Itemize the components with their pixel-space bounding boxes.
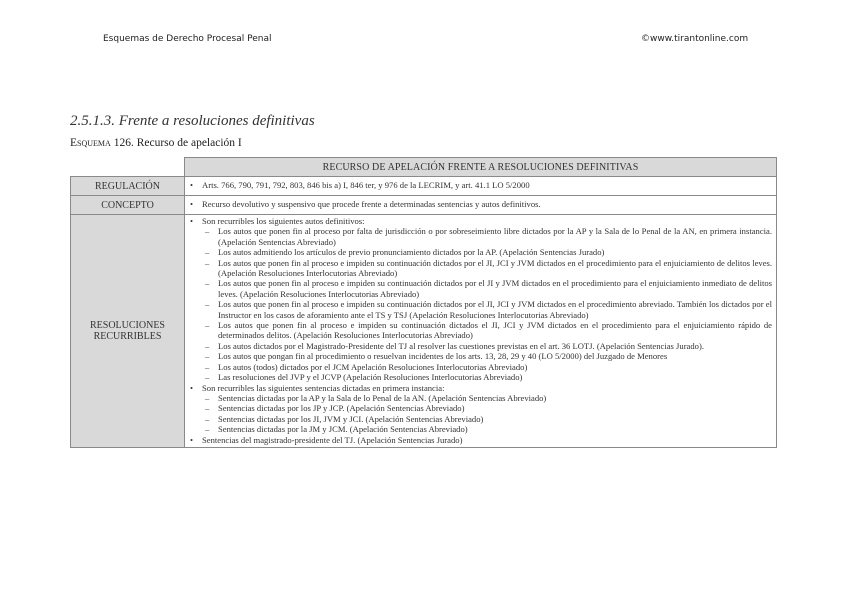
autos-intro: Son recurribles los siguientes autos definitivos: (202, 216, 365, 226)
list-item: – Los autos que ponen fin al proceso e impiden su continuación dictados por el JI, JCI y JVM dictados en el procedimiento para el enjuiciamiento de delitos leves. (Apelación Resoluciones Interlocutorias Abreviado) (202, 258, 772, 279)
resoluciones-label-line1: RESOLUCIONES (89, 319, 165, 331)
list-item: – Los autos que ponen fin al proceso e impiden su continuación dictados por el JI y JVM dictados en el procedimiento para el enjuiciamiento inmediato de delitos leves. (Apelación Resoluciones Interlocutorias Abreviado) (202, 278, 772, 299)
list-item: – Sentencias dictadas por los JI, JVM y JCI. (Apelación Sentencias Abreviado) (202, 414, 772, 424)
table-row (71, 196, 777, 215)
resoluciones-label (71, 215, 185, 448)
regulacion-label: REGULACIÓN (71, 177, 185, 196)
sentencias-intro: Son recurribles las siguientes sentencias dictadas en primera instancia: (202, 382, 445, 393)
list-item: – Los autos (todos) dictados por el JCM Apelación Resoluciones Interlocutorias Abreviado) (202, 362, 772, 372)
autos-group (189, 216, 772, 383)
concepto-text: • Recurso devolutivo y suspensivo que procede frente a determinadas sentencias y autos definitivos. (189, 199, 772, 209)
list-item: – Los autos que ponen fin al proceso e impiden su continuación dictados el JI, JCI y JVM dictados en el procedimiento para el enjuiciamiento rápido de determinados delitos. (Apelación Resoluciones Interlocutorias Abreviado) (202, 320, 772, 341)
list-item: – Los autos dictados por el Magistrado-Presidente del TJ al resolver las cuestiones previstas en el art. 36 LOTJ. (Apelación Sentencias Jurado). (202, 341, 772, 351)
running-header-website: ©www.tirantonline.com (641, 34, 749, 44)
table-title-row (71, 158, 777, 177)
list-item: – Los autos que ponen fin al proceso e impiden su continuación dictados por el JI, JCI y JVM dictados en el procedimiento abreviado. También los dictados por el Instructor en los casos de aforamiento ante el TS y TSJ (Apelación Resoluciones Interlocutorias Abreviado) (202, 299, 772, 320)
concepto-content (185, 196, 777, 215)
sentencias-group (189, 383, 772, 435)
list-item: – Sentencias dictadas por la JM y JCM. (Apelación Sentencias Abreviado) (202, 424, 772, 434)
sentencias-list (202, 393, 772, 435)
list-item: – Los autos admitiendo los artículos de previo pronunciamiento dictados por la AP. (Apelación Sentencias Jurado) (202, 247, 772, 257)
section-title: 2.5.1.3. Frente a resoluciones definitivas (70, 113, 315, 129)
regulacion-content (185, 177, 777, 196)
list-item: – Los autos que ponen fin al proceso por falta de jurisdicción o por sobreseimiento libre dictados por la AP y la Sala de lo Penal de la AN, en primera instancia. (Apelación Sentencias Abreviado) (202, 226, 772, 247)
scheme-caption (70, 137, 242, 149)
resoluciones-label-line2: RECURRIBLES (93, 330, 162, 342)
concepto-label: CONCEPTO (71, 196, 185, 215)
list-item: – Los autos que pongan fin al procedimiento o resuelvan incidentes de los arts. 13, 28, 29 y 40 (LO 5/2000) del Juzgado de Menores (202, 351, 772, 361)
scheme-table (70, 157, 777, 448)
list-item: – Sentencias dictadas por los JP y JCP. (Apelación Sentencias Abreviado) (202, 403, 772, 413)
table-row (71, 177, 777, 196)
autos-list (202, 226, 772, 382)
list-item: – Sentencias dictadas por la AP y la Sala de lo Penal de la AN. (Apelación Sentencias Abreviado) (202, 393, 772, 403)
empty-corner-cell (71, 158, 185, 177)
regulacion-text: • Arts. 766, 790, 791, 792, 803, 846 bis a) I, 846 ter, y 976 de la LECRIM, y art. 41.1 LO 5/2000 (189, 180, 772, 190)
table-title: RECURSO DE APELACIÓN FRENTE A RESOLUCIONES DEFINITIVAS (185, 158, 777, 177)
scheme-number: 126. (113, 137, 134, 149)
resoluciones-content (185, 215, 777, 448)
scheme-prefix: Esquema (70, 137, 111, 149)
scheme-title: Recurso de apelación I (136, 137, 242, 149)
running-header-title: Esquemas de Derecho Procesal Penal (103, 34, 272, 44)
final-item: • Sentencias del magistrado-presidente del TJ. (Apelación Sentencias Jurado) (189, 435, 772, 445)
list-item: – Las resoluciones del JVP y el JCVP (Apelación Resoluciones Interlocutorias Abreviado) (202, 372, 772, 382)
table-row (71, 215, 777, 448)
